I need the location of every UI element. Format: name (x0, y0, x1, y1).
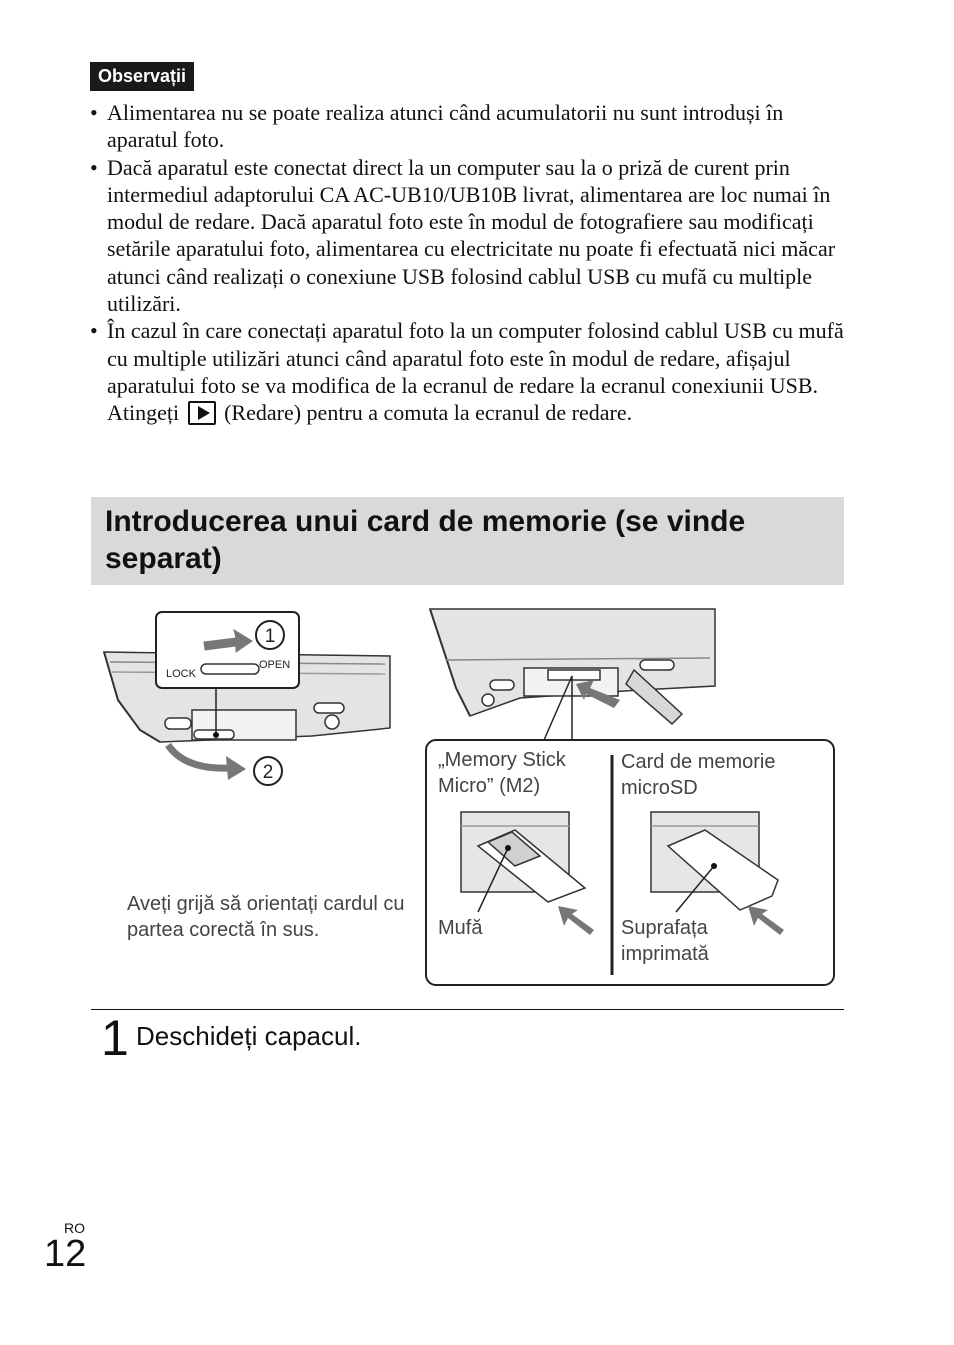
note-item-3-text: În cazul în care conectați aparatul foto la un computer folosind cablul USB cu mufă cu multiple utilizări atunci când aparatul foto este în modul de redare, afișajul aparatului foto se va modifica de la ecranul de redare la ecranul conexiunii USB. Atingeți (107, 318, 844, 426)
language-code: RO (64, 1220, 85, 1236)
memory-stick-illustration (461, 812, 585, 902)
page-number: 12 (44, 1233, 87, 1275)
notes-label: Observații (90, 62, 194, 91)
step-divider (91, 1009, 844, 1010)
note-item-3 (90, 317, 850, 426)
note-item-2: • Dacă aparatul este conectat direct la un computer sau la o priză de curent prin intermediul adaptorului CA AC-UB10/UB10B livrat, alimentarea are loc numai în modul de redare. Dacă aparatul foto este în modul de fotografiere sau modificați setările aparatului foto, alimentarea cu electricitate nu poate fi efectuată nici măcar atunci când realizați o conexiune USB folosind cablul USB cu mufă cu multiple utilizări. (90, 154, 850, 318)
step-text: Deschideți capacul. (136, 1021, 362, 1051)
memory-stick-title: „Memory Stick Micro” (M2) (438, 749, 566, 797)
notes-list (90, 99, 850, 427)
open-label: OPEN (259, 659, 291, 671)
lock-label: LOCK (166, 668, 196, 680)
callout-2: 2 (262, 762, 274, 783)
callout-1: 1 (264, 626, 276, 647)
note-item-1: • Alimentarea nu se poate realiza atunci când acumulatorii nu sunt introduși în aparatul foto. (90, 99, 850, 154)
microsd-title: Card de memorie microSD (621, 751, 776, 799)
step-number: 1 (101, 1010, 129, 1066)
playback-icon (188, 401, 216, 425)
memory-stick-part-label: Mufă (438, 917, 483, 939)
microsd-part-label: Suprafața imprimată (621, 917, 709, 965)
orientation-note: Aveți grijă să orientați cardul cu partea corectă în sus. (127, 893, 405, 941)
section-heading: Introducerea unui card de memorie (se vinde separat) (91, 497, 844, 585)
open-arrow (168, 745, 230, 768)
note-item-3-tail: (Redare) pentru a comuta la ecranul de redare. (224, 400, 633, 426)
lock-slider (201, 664, 259, 674)
